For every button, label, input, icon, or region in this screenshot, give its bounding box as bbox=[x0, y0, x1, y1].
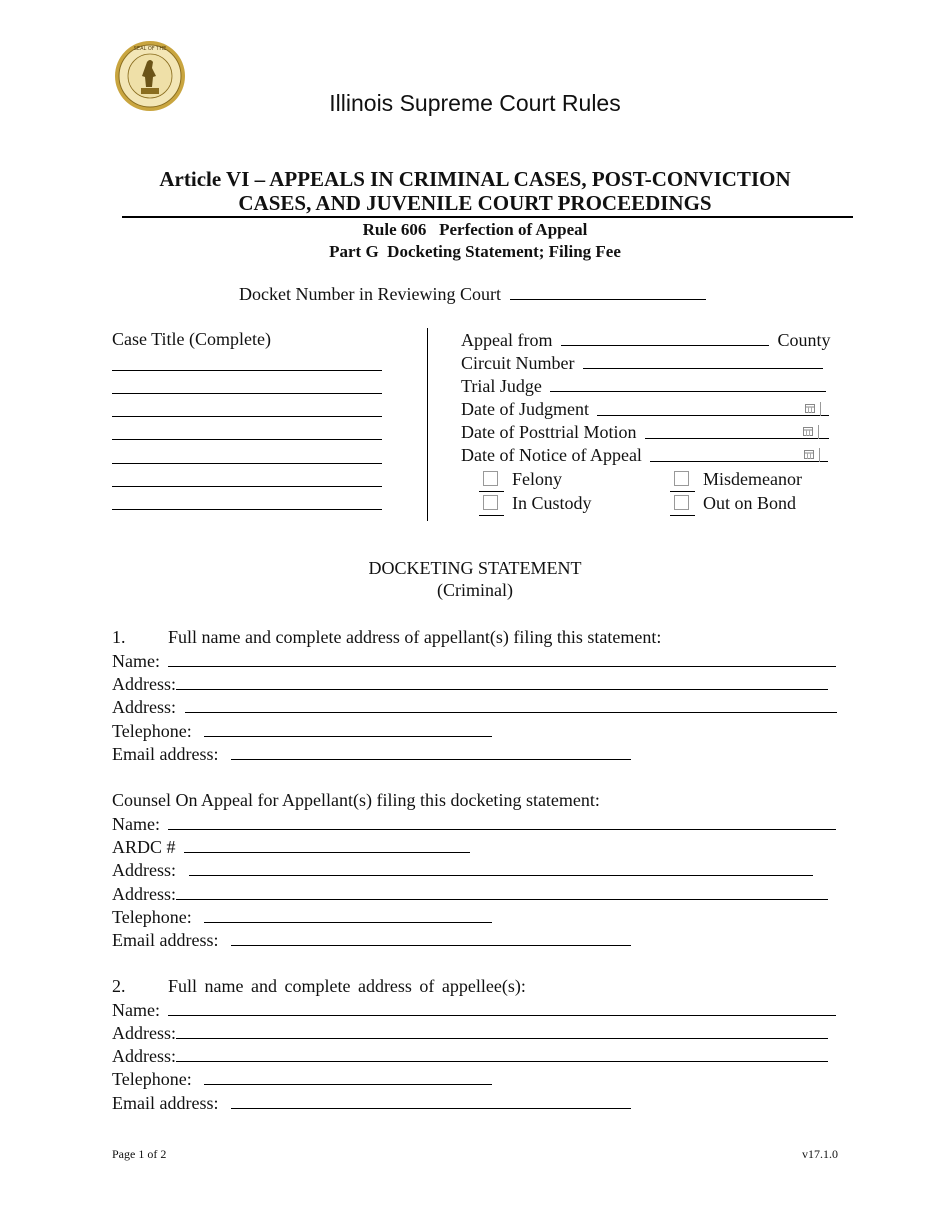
date-notice-label: Date of Notice of Appeal bbox=[461, 445, 642, 465]
felony-checkbox[interactable] bbox=[483, 471, 498, 486]
court-title: Illinois Supreme Court Rules bbox=[329, 90, 621, 116]
date-notice-field[interactable] bbox=[650, 445, 828, 462]
date-posttrial-field[interactable] bbox=[645, 422, 829, 439]
case-title-line[interactable] bbox=[112, 509, 382, 510]
case-title-line[interactable] bbox=[112, 393, 382, 394]
counsel-email-field[interactable] bbox=[231, 929, 631, 946]
date-of-judgment-row bbox=[461, 399, 829, 420]
date-of-judgment-label: Date of Judgment bbox=[461, 399, 589, 419]
counsel-address-row-2 bbox=[112, 883, 828, 905]
appellee-email-row bbox=[112, 1092, 631, 1114]
case-title-line[interactable] bbox=[112, 486, 382, 487]
counsel-ardc-label: ARDC # bbox=[112, 837, 176, 857]
counsel-ardc-field[interactable] bbox=[184, 836, 470, 853]
appellant-address-field-2[interactable] bbox=[185, 696, 837, 713]
appeal-from-row bbox=[461, 329, 830, 351]
case-title-line[interactable] bbox=[112, 439, 382, 440]
appellant-address-field[interactable] bbox=[176, 673, 828, 690]
appellee-email-label: Email address: bbox=[112, 1093, 219, 1113]
trial-judge-field[interactable] bbox=[550, 375, 826, 392]
appellant-name-field[interactable] bbox=[168, 650, 836, 667]
calendar-icon[interactable] bbox=[802, 402, 821, 416]
counsel-email-label: Email address: bbox=[112, 930, 219, 950]
circuit-number-field[interactable] bbox=[583, 352, 823, 369]
counsel-address-field-2[interactable] bbox=[176, 883, 828, 900]
part-line: Part G Docketing Statement; Filing Fee bbox=[329, 242, 621, 261]
article-heading bbox=[120, 167, 830, 215]
counsel-telephone-row bbox=[112, 906, 492, 928]
appellant-address-row bbox=[112, 673, 828, 695]
svg-text:SEAL OF THE: SEAL OF THE bbox=[133, 46, 167, 52]
date-of-judgment-field[interactable] bbox=[597, 399, 829, 416]
felony-label: Felony bbox=[512, 469, 563, 489]
misdemeanor-checkbox[interactable] bbox=[674, 471, 689, 486]
section-1-heading bbox=[112, 627, 661, 648]
statement-title: DOCKETING STATEMENT bbox=[368, 558, 582, 578]
appellant-telephone-label: Telephone: bbox=[112, 721, 192, 741]
out-on-bond-option[interactable] bbox=[670, 493, 796, 516]
appellant-address-label: Address: bbox=[112, 697, 176, 717]
calendar-icon[interactable] bbox=[800, 425, 819, 439]
version-label: v17.1.0 bbox=[802, 1147, 838, 1161]
rule-line: Rule 606 Perfection of Appeal bbox=[362, 220, 588, 239]
appellee-name-field[interactable] bbox=[168, 999, 836, 1016]
appellee-address-row bbox=[112, 1022, 828, 1044]
appellee-email-field[interactable] bbox=[231, 1092, 631, 1109]
counsel-telephone-field[interactable] bbox=[204, 906, 492, 923]
counsel-name-field[interactable] bbox=[168, 813, 836, 830]
section-2-heading-text: Full name and complete address of appellee(s): bbox=[168, 976, 526, 996]
misdemeanor-checkbox-wrap bbox=[670, 469, 695, 492]
appellee-address-row-2 bbox=[112, 1045, 828, 1067]
section-2-number: 2. bbox=[112, 976, 126, 996]
case-title-line[interactable] bbox=[112, 463, 382, 464]
out-on-bond-checkbox-wrap bbox=[670, 493, 695, 516]
appellee-telephone-label: Telephone: bbox=[112, 1069, 192, 1089]
appellee-address-label: Address: bbox=[112, 1046, 176, 1066]
felony-checkbox-wrap bbox=[479, 469, 504, 492]
rule-heading bbox=[0, 219, 950, 263]
appellant-address-row-2 bbox=[112, 696, 837, 718]
case-title-label: Case Title (Complete) bbox=[112, 329, 271, 349]
in-custody-label: In Custody bbox=[512, 493, 592, 513]
in-custody-checkbox[interactable] bbox=[483, 495, 498, 510]
appellant-name-label: Name: bbox=[112, 651, 160, 671]
counsel-name-row bbox=[112, 813, 836, 835]
page-number: Page 1 of 2 bbox=[112, 1147, 167, 1161]
article-line-2: CASES, AND JUVENILE COURT PROCEEDINGS bbox=[238, 191, 712, 215]
felony-option[interactable] bbox=[479, 469, 562, 492]
docket-number-field[interactable] bbox=[510, 283, 706, 300]
out-on-bond-label: Out on Bond bbox=[703, 493, 797, 513]
section-1-number: 1. bbox=[112, 627, 126, 647]
appellee-name-row bbox=[112, 999, 836, 1021]
calendar-icon[interactable] bbox=[801, 448, 820, 462]
in-custody-checkbox-wrap bbox=[479, 493, 504, 516]
date-notice-row bbox=[461, 445, 828, 466]
counsel-address-field[interactable] bbox=[189, 859, 813, 876]
appellant-telephone-row bbox=[112, 720, 492, 742]
date-posttrial-row bbox=[461, 422, 829, 443]
heading-divider bbox=[122, 216, 853, 218]
appellee-address-field[interactable] bbox=[176, 1022, 828, 1039]
counsel-heading: Counsel On Appeal for Appellant(s) filing this docketing statement: bbox=[112, 790, 600, 810]
circuit-number-row bbox=[461, 352, 823, 374]
counsel-telephone-label: Telephone: bbox=[112, 907, 192, 927]
appellant-address-label: Address: bbox=[112, 674, 176, 694]
appellee-name-label: Name: bbox=[112, 1000, 160, 1020]
counsel-email-row bbox=[112, 929, 631, 951]
counsel-address-row bbox=[112, 859, 813, 881]
appellant-email-field[interactable] bbox=[231, 743, 631, 760]
counsel-address-label: Address: bbox=[112, 860, 176, 880]
counsel-address-label: Address: bbox=[112, 884, 176, 904]
appellee-telephone-row bbox=[112, 1068, 492, 1090]
counsel-name-label: Name: bbox=[112, 814, 160, 834]
case-title-line[interactable] bbox=[112, 370, 382, 371]
appeal-from-field[interactable] bbox=[561, 329, 769, 346]
statement-subtitle: (Criminal) bbox=[437, 580, 513, 600]
case-title-line[interactable] bbox=[112, 416, 382, 417]
in-custody-option[interactable] bbox=[479, 493, 592, 516]
trial-judge-row bbox=[461, 375, 826, 397]
appellee-address-label: Address: bbox=[112, 1023, 176, 1043]
out-on-bond-checkbox[interactable] bbox=[674, 495, 689, 510]
county-label: County bbox=[777, 330, 831, 350]
appellee-address-field-2[interactable] bbox=[176, 1045, 828, 1062]
misdemeanor-label: Misdemeanor bbox=[703, 469, 802, 489]
appellant-email-row bbox=[112, 743, 631, 765]
appellee-telephone-field[interactable] bbox=[204, 1068, 492, 1085]
column-divider bbox=[427, 328, 428, 521]
appellant-name-row bbox=[112, 650, 836, 672]
article-line-1: Article VI – APPEALS IN CRIMINAL CASES, POST-CONVICTION bbox=[159, 167, 791, 191]
section-1-heading-text: Full name and complete address of appellant(s) filing this statement: bbox=[168, 627, 662, 647]
appeal-from-label: Appeal from bbox=[461, 330, 553, 350]
misdemeanor-option[interactable] bbox=[670, 469, 802, 492]
section-2-heading bbox=[112, 976, 526, 997]
counsel-ardc-row bbox=[112, 836, 470, 858]
appellant-email-label: Email address: bbox=[112, 744, 219, 764]
docket-number-label: Docket Number in Reviewing Court bbox=[239, 284, 501, 304]
docket-number-row bbox=[239, 283, 706, 305]
trial-judge-label: Trial Judge bbox=[461, 376, 542, 396]
appellant-telephone-field[interactable] bbox=[204, 720, 492, 737]
circuit-number-label: Circuit Number bbox=[461, 353, 575, 373]
date-posttrial-label: Date of Posttrial Motion bbox=[461, 422, 637, 442]
